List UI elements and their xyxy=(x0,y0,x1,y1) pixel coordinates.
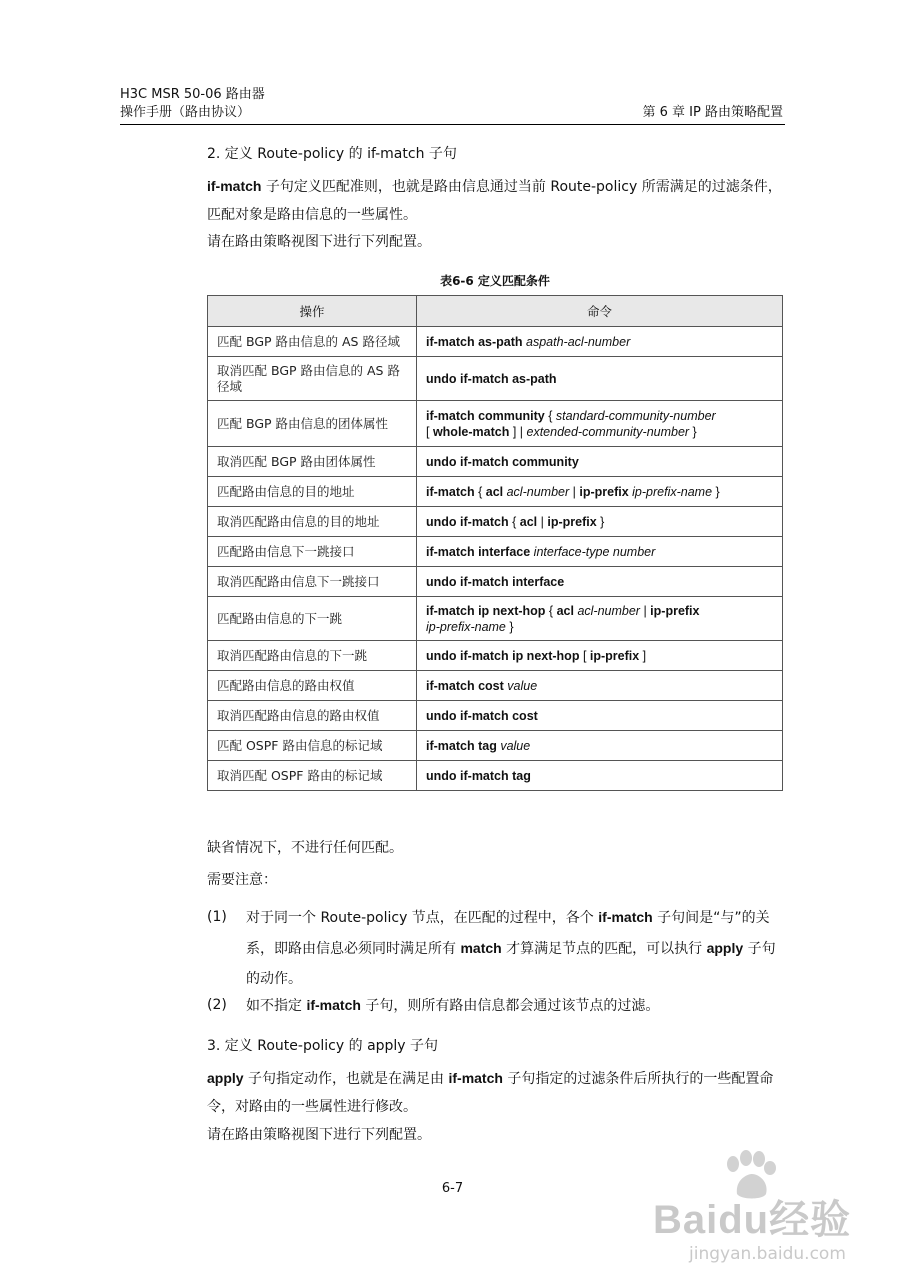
command-keyword: acl xyxy=(485,484,507,499)
command-argument: interface-type number xyxy=(533,544,656,559)
command-keyword: ip-prefix xyxy=(547,514,597,529)
note-item-1-text xyxy=(246,902,785,994)
command-cell xyxy=(417,567,783,597)
command-keyword: if-match as-path xyxy=(426,334,527,349)
header-chapter: 第 6 章 IP 路由策略配置 xyxy=(642,105,783,120)
command-keyword: if-match interface xyxy=(426,544,534,559)
command-syntax: } xyxy=(596,514,605,529)
command-cell xyxy=(417,701,783,731)
command-cell xyxy=(417,357,783,401)
command-syntax: } xyxy=(689,424,697,439)
table-row xyxy=(208,327,783,357)
section2-heading: 2. 定义 Route-policy 的 if-match 子句 xyxy=(207,146,457,162)
table-row xyxy=(208,537,783,567)
operation-cell: 取消匹配路由信息的路由权值 xyxy=(208,701,417,731)
match-conditions-table xyxy=(207,295,783,791)
operation-cell: 取消匹配 BGP 路由信息的 AS 路径域 xyxy=(208,357,417,401)
operation-cell: 取消匹配 OSPF 路由的标记域 xyxy=(208,761,417,791)
command-cell xyxy=(417,731,783,761)
note-item-1 xyxy=(207,902,785,994)
note-item-1-keyword-match: match xyxy=(460,940,502,956)
header-rule xyxy=(120,124,785,125)
note-item-1-part-d: 子句的动作。 xyxy=(246,941,776,987)
note-item-1-part-a: 对于同一个 Route-policy 节点，在匹配的过程中，各个 xyxy=(246,910,599,926)
header-product: H3C MSR 50-06 路由器 xyxy=(120,87,265,102)
operation-cell: 匹配路由信息的下一跳 xyxy=(208,597,417,641)
command-keyword: undo if-match ip next-hop xyxy=(426,648,583,663)
command-syntax: { xyxy=(478,484,486,499)
operation-cell: 匹配路由信息下一跳接口 xyxy=(208,537,417,567)
command-keyword: undo if-match tag xyxy=(426,768,531,783)
note-item-2 xyxy=(207,990,785,1021)
note-item-2-text xyxy=(246,990,785,1021)
table-row xyxy=(208,701,783,731)
command-cell xyxy=(417,761,783,791)
command-cell xyxy=(417,537,783,567)
note-item-1-part-b: 子句间是“与”的关系，即路由信息必须同时满足所有 xyxy=(246,910,770,957)
command-keyword: ip-prefix xyxy=(589,648,640,663)
command-syntax: } xyxy=(712,484,720,499)
command-argument: aspath-acl-number xyxy=(526,334,631,349)
section3-heading: 3. 定义 Route-policy 的 apply 子句 xyxy=(207,1038,439,1054)
table-row xyxy=(208,447,783,477)
command-argument: standard-community-number xyxy=(555,408,716,423)
table-row xyxy=(208,477,783,507)
note-item-2-part-b: 子句，则所有路由信息都会通过该节点的过滤。 xyxy=(360,998,660,1014)
command-syntax: ] | xyxy=(509,424,527,439)
command-syntax: { xyxy=(548,408,556,423)
command-keyword: if-match xyxy=(426,484,479,499)
command-syntax: { xyxy=(548,603,557,618)
note-item-1-part-c: 才算满足节点的匹配，可以执行 xyxy=(501,941,707,957)
table-row xyxy=(208,357,783,401)
command-syntax: | xyxy=(537,514,548,529)
command-keyword: acl xyxy=(556,603,578,618)
table-row xyxy=(208,401,783,447)
table-row xyxy=(208,671,783,701)
command-keyword: ip-prefix xyxy=(650,603,700,618)
command-cell xyxy=(417,641,783,671)
note-item-1-number: (1) xyxy=(207,909,227,925)
command-keyword: if-match cost xyxy=(426,678,508,693)
command-syntax: ] xyxy=(639,648,647,663)
operation-cell: 取消匹配路由信息的下一跳 xyxy=(208,641,417,671)
section2-intro-text: 子句定义匹配准则，也就是路由信息通过当前 Route-policy 所需满足的过滤条件，匹配对象是路由信息的一些属性。 xyxy=(207,179,782,223)
command-keyword: if-match ip next-hop xyxy=(426,603,549,618)
command-cell xyxy=(417,327,783,357)
header-manual: 操作手册（路由协议） xyxy=(120,105,251,120)
operation-cell: 匹配 BGP 路由信息的 AS 路径域 xyxy=(208,327,417,357)
operation-cell: 匹配路由信息的目的地址 xyxy=(208,477,417,507)
command-cell xyxy=(417,447,783,477)
section2-intro-keyword: if-match xyxy=(207,178,262,194)
command-keyword: if-match community xyxy=(426,408,549,423)
command-syntax: [ xyxy=(582,648,590,663)
note-item-2-keyword: if-match xyxy=(306,997,361,1013)
table-row xyxy=(208,507,783,537)
section2-intro xyxy=(207,172,785,229)
command-cell xyxy=(417,401,783,447)
command-keyword: undo if-match interface xyxy=(426,574,565,589)
command-syntax: [ xyxy=(426,424,433,439)
command-keyword: undo if-match xyxy=(426,514,513,529)
table-row xyxy=(208,567,783,597)
command-argument: ip-prefix-name xyxy=(426,619,506,634)
operation-cell: 取消匹配路由信息下一跳接口 xyxy=(208,567,417,597)
section2-view-note: 请在路由策略视图下进行下列配置。 xyxy=(207,234,431,250)
section3-intro xyxy=(207,1064,785,1121)
command-keyword: acl xyxy=(519,514,538,529)
table-row xyxy=(208,597,783,641)
page-header-left xyxy=(120,86,265,122)
command-argument: acl-number xyxy=(506,484,570,499)
table-body xyxy=(208,327,783,791)
baidu-watermark xyxy=(653,1150,853,1270)
note-item-2-number: (2) xyxy=(207,997,227,1013)
table-caption: 表6-6 定义匹配条件 xyxy=(440,274,550,288)
watermark-brand: Baidu经验 xyxy=(653,1198,852,1242)
command-argument: ip-prefix-name xyxy=(632,484,713,499)
note-item-1-keyword-ifmatch: if-match xyxy=(598,909,653,925)
command-cell xyxy=(417,671,783,701)
command-argument: extended-community-number xyxy=(526,424,690,439)
operation-cell: 取消匹配 BGP 路由团体属性 xyxy=(208,447,417,477)
command-keyword: ip-prefix xyxy=(579,484,633,499)
operation-cell: 取消匹配路由信息的目的地址 xyxy=(208,507,417,537)
command-syntax: { xyxy=(512,514,520,529)
command-argument: value xyxy=(507,678,538,693)
command-keyword: undo if-match community xyxy=(426,454,579,469)
column-header-operation: 操作 xyxy=(208,296,417,327)
watermark-url: jingyan.baidu.com xyxy=(689,1244,846,1264)
table-row xyxy=(208,641,783,671)
column-header-command: 命令 xyxy=(417,296,783,327)
section3-text-2: 子句指定的过滤条件后所执行的一些配置命令，对路由的一些属性进行修改。 xyxy=(207,1071,774,1115)
command-argument: value xyxy=(500,738,531,753)
section3-keyword-apply: apply xyxy=(207,1070,244,1086)
command-argument: acl-number xyxy=(577,603,640,618)
page-number: 6-7 xyxy=(441,1181,464,1196)
default-note: 缺省情况下，不进行任何匹配。 xyxy=(207,840,403,856)
section3-view-note: 请在路由策略视图下进行下列配置。 xyxy=(207,1127,431,1143)
table-row xyxy=(208,731,783,761)
table-header-row xyxy=(208,296,783,327)
command-cell xyxy=(417,597,783,641)
operation-cell: 匹配 BGP 路由信息的团体属性 xyxy=(208,401,417,447)
section3-keyword-ifmatch: if-match xyxy=(448,1070,503,1086)
command-cell xyxy=(417,507,783,537)
command-syntax: } xyxy=(505,619,514,634)
operation-cell: 匹配 OSPF 路由信息的标记域 xyxy=(208,731,417,761)
command-syntax: | xyxy=(569,484,580,499)
operation-cell: 匹配路由信息的路由权值 xyxy=(208,671,417,701)
section3-text-1: 子句指定动作，也就是在满足由 xyxy=(243,1071,449,1087)
table-row xyxy=(208,761,783,791)
command-cell xyxy=(417,477,783,507)
command-keyword: if-match tag xyxy=(426,738,501,753)
command-keyword: undo if-match cost xyxy=(426,708,538,723)
note-item-2-part-a: 如不指定 xyxy=(246,998,307,1014)
attention-label: 需要注意： xyxy=(207,872,277,888)
command-syntax: | xyxy=(639,603,651,618)
command-keyword: undo if-match as-path xyxy=(426,371,557,386)
note-item-1-keyword-apply: apply xyxy=(706,940,744,956)
command-keyword: whole-match xyxy=(432,424,510,439)
